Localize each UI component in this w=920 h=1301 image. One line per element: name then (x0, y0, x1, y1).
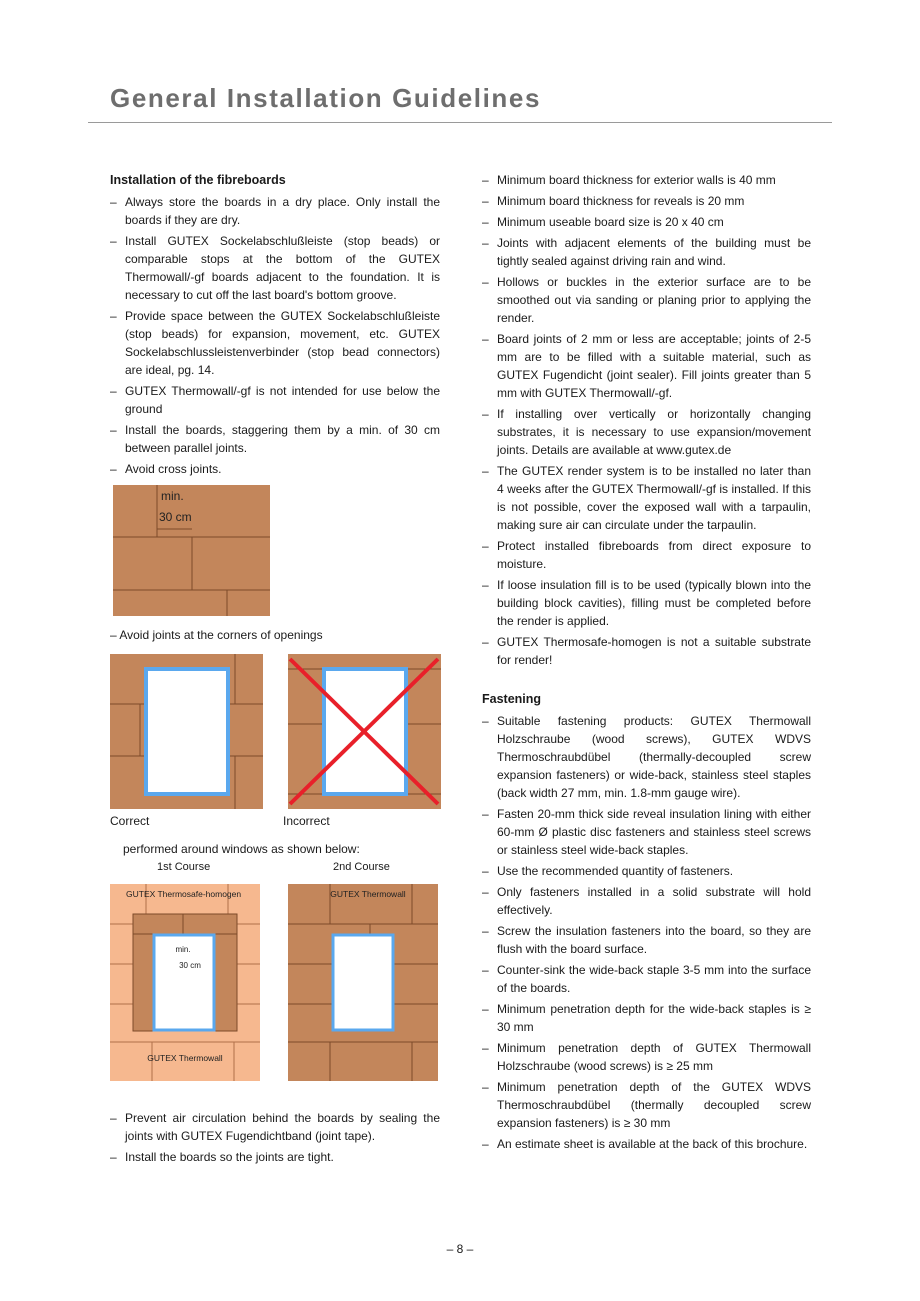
correct-figure (110, 654, 263, 830)
list-item: – Fasten 20-mm thick side reveal insulation lining with either 60-mm Ø plastic disc fasteners and stainless steel screws or stainless steel wide-back staples. (482, 805, 811, 859)
course-diagrams-row (110, 884, 438, 1081)
list-item: – Prevent air circulation behind the boards by sealing the joints with GUTEX Fugendichtband (joint tape). (110, 1109, 440, 1145)
page-title: General Installation Guidelines (110, 83, 542, 113)
section-heading-fastening: Fastening (482, 692, 542, 706)
incorrect-figure (283, 654, 441, 830)
list-item: – Avoid cross joints. (110, 460, 440, 478)
correct-window-diagram (110, 654, 263, 809)
course-labels (110, 858, 441, 876)
title-divider (88, 122, 832, 123)
incorrect-window-diagram (288, 654, 441, 809)
course1-label: 1st Course (157, 861, 211, 873)
window-diagrams-row (110, 654, 441, 830)
thermowall-label: GUTEX Thermowall (330, 889, 406, 899)
windows-caption: performed around windows as shown below: (123, 842, 360, 856)
distance-label: 30 cm (179, 961, 201, 970)
course2-label: 2nd Course (333, 861, 390, 873)
list-item: – Always store the boards in a dry place. Only install the boards if they are dry. (110, 193, 440, 229)
list-item: – Install the boards so the joints are tight. (110, 1148, 440, 1166)
list-item: – Suitable fastening products: GUTEX Thermowall Holzschraube (wood screws), GUTEX WDVS Thermoschraubdübel (thermally-decoupled screw expansion fasteners) or wide-back, stainless steel staples (back width 27 mm, min. 1.8-mm gauge wire). (482, 712, 811, 802)
list-item: – Minimum board thickness for exterior walls is 40 mm (482, 171, 811, 189)
list-item: – Hollows or buckles in the exterior surface are to be smoothed out via sanding or planing prior to applying the render. (482, 273, 811, 327)
right-column (482, 171, 811, 1156)
section-heading-installation: Installation of the fibreboards (110, 173, 286, 187)
list-item: – Minimum board thickness for reveals is 20 mm (482, 192, 811, 210)
distance-label: 30 cm (159, 510, 192, 524)
corners-caption: – Avoid joints at the corners of openings (110, 628, 323, 642)
min-label: min. (175, 945, 191, 954)
list-item: – GUTEX Thermosafe-homogen is not a suitable substrate for render! (482, 633, 811, 669)
list-item: – Use the recommended quantity of fasteners. (482, 862, 811, 880)
list-item: – If loose insulation fill is to be used (typically blown into the building block cavities), filling must be completed before the render is applied. (482, 576, 811, 630)
min-label: min. (161, 489, 184, 503)
thermosafe-label: GUTEX Thermosafe-homogen (126, 889, 242, 899)
list-item: – Counter-sink the wide-back staple 3-5 mm into the surface of the boards. (482, 961, 811, 997)
list-item: – Joints with adjacent elements of the building must be tightly sealed against driving rain and wind. (482, 234, 811, 270)
list-item: – Install GUTEX Sockelabschlußleiste (stop beads) or comparable stops at the bottom of the GUTEX Thermowall/-gf boards adjacent to the foundation. It is necessary to cut off the last board's bottom groove. (110, 232, 440, 304)
page-number: – 8 – (446, 1242, 474, 1256)
list-item: – The GUTEX render system is to be installed no later than 4 weeks after the GUTEX Thermowall/-gf is installed. If this is not possible, cover the exposed wall with a tarpaulin, making sure air can circulate under the tarpaulin. (482, 462, 811, 534)
list-item: – Protect installed fibreboards from direct exposure to moisture. (482, 537, 811, 573)
list-item: – Provide space between the GUTEX Sockelabschlußleiste (stop beads) for expansion, movement, etc. GUTEX Sockelabschlussleistenverbinder (stop bead connectors) are ideal, pg. 14. (110, 307, 440, 379)
list-item: – Minimum useable board size is 20 x 40 cm (482, 213, 811, 231)
left-column (110, 171, 440, 1169)
list-item: – Minimum penetration depth for the wide-back staples is ≥ 30 mm (482, 1000, 811, 1036)
staggered-joints-diagram (113, 485, 270, 616)
list-item: – An estimate sheet is available at the back of this brochure. (482, 1135, 811, 1153)
thermowall-label: GUTEX Thermowall (147, 1053, 223, 1063)
incorrect-label: Incorrect (283, 814, 330, 828)
list-item: – Minimum penetration depth of GUTEX Thermowall Holzschraube (wood screws) is ≥ 25 mm (482, 1039, 811, 1075)
list-item: – Only fasteners installed in a solid substrate will hold effectively. (482, 883, 811, 919)
list-item: – If installing over vertically or horizontally changing substrates, it is necessary to use expansion/movement joints. Details are available at www.gutex.de (482, 405, 811, 459)
correct-label: Correct (110, 814, 150, 828)
list-item: – GUTEX Thermowall/-gf is not intended for use below the ground (110, 382, 440, 418)
second-course-diagram (288, 884, 438, 1081)
list-item: – Screw the insulation fasteners into the board, so they are flush with the board surface. (482, 922, 811, 958)
first-course-diagram (110, 884, 260, 1081)
list-item: – Board joints of 2 mm or less are acceptable; joints of 2-5 mm are to be filled with a suitable material, such as GUTEX Fugendicht (joint sealer). Fill joints greater than 5 mm with GUTEX Thermowall/-gf. (482, 330, 811, 402)
content-columns (110, 171, 811, 1169)
list-item: – Install the boards, staggering them by a min. of 30 cm between parallel joints. (110, 421, 440, 457)
list-item: – Minimum penetration depth of the GUTEX WDVS Thermoschraubdübel (thermally decoupled screw expansion fasteners) is ≥ 30 mm (482, 1078, 811, 1132)
